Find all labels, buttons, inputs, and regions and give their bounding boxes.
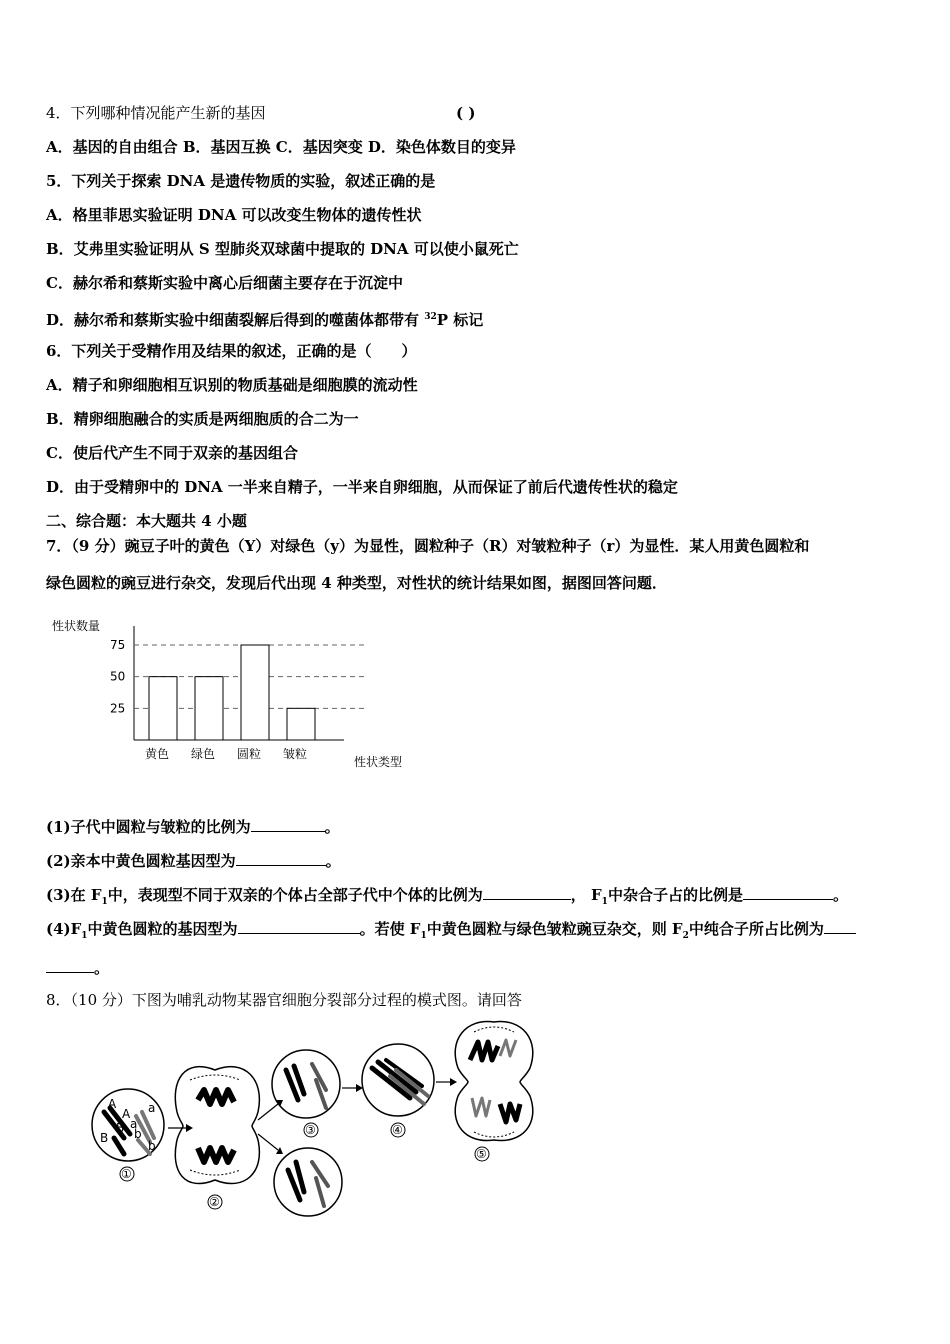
gene-label-B2: B [116,1121,125,1135]
q7-sub3-a: (3)在 F [46,886,102,904]
cell-5 [455,1022,533,1161]
q7-sub3-c: ， F [570,886,602,904]
figure-label-3: ③ [305,1123,316,1137]
q5-option-d [46,307,483,330]
figure-label-2: ② [209,1195,220,1209]
q7-sub4-d: 中黄色圆粒与绿色皱粒豌豆杂交，则 F [426,920,683,938]
q5-option-d-pre: D．赫尔希和蔡斯实验中细菌裂解后得到的噬菌体都带有 [46,311,425,329]
section-2-heading: 二、综合题：本大题共 4 小题 [46,512,247,530]
q7-sub4-blank1[interactable] [238,919,360,934]
chart-ytick-label: 25 [110,701,126,716]
q7-line2: 绿色圆粒的豌豆进行杂交，发现后代出现 4 种类型，对性状的统计结果如图，据图回答问题． [46,574,667,592]
q7-sub2 [46,851,341,871]
chart-bar [149,677,177,740]
chart-category-label: 绿色 [191,747,216,761]
chart-category-label: 黄色 [145,747,170,761]
chart-category-label: 圆粒 [237,747,262,761]
q7-sub4-subscript3: 2 [682,931,689,941]
q7-sub2-end: 。 [325,852,341,870]
q4-options: A．基因的自由组合 B．基因互换 C．基因突变 D．染色体数目的变异 [46,138,516,156]
q5-option-c: C．赫尔希和蔡斯实验中离心后细菌主要存在于沉淀中 [46,274,403,292]
q6-option-c: C．使后代产生不同于双亲的基因组合 [46,444,298,462]
q7-sub4-e: 中纯合子所占比例为 [688,920,824,938]
q7-sub2-text: (2)亲本中黄色圆粒基因型为 [46,852,236,870]
chart-ytick-label: 50 [110,669,126,684]
chart-ytick-label: 75 [110,638,126,652]
q5-option-d-post: P 标记 [436,311,484,329]
q8-stem: 8．（10 分）下图为哺乳动物某器官细胞分裂部分过程的模式图。请回答 [46,991,522,1009]
chart-xlabel: 性状类型 [354,755,403,769]
q5-option-d-sup: 32 [424,312,437,322]
q5-stem: 5．下列关于探索 DNA 是遗传物质的实验，叙述正确的是 [46,172,436,190]
q7-sub3-subscript2: 1 [601,897,608,907]
q7-sub3-blank2[interactable] [743,885,833,900]
chart-category-label: 皱粒 [283,747,308,761]
gene-label-b2: b [148,1139,156,1153]
q7-sub1-text: (1)子代中圆粒与皱粒的比例为 [46,818,251,836]
figure-label-1: ① [121,1167,132,1181]
cell-1 [92,1089,164,1181]
q6-option-b: B．精卵细胞融合的实质是两细胞质的合二为一 [46,410,359,428]
gene-label-B1: B [100,1131,109,1145]
q7-sub3-b: 中，表现型不同于双亲的个体占全部子代中个体的比例为 [107,886,483,904]
q7-sub3-d: 中杂合子占的比例是 [607,886,743,904]
q7-sub1-end: 。 [324,818,340,836]
q7-sub4-a: (4)F [46,920,82,938]
cell-2 [175,1067,259,1209]
q4-stem-text: 4．下列哪种情况能产生新的基因 [46,104,266,122]
q7-sub4 [46,919,856,946]
gene-label-A1: A [108,1097,117,1111]
q7-sub3-subscript: 1 [101,897,108,907]
q4-paren: ( ) [456,104,476,122]
gene-label-a1: a [148,1101,156,1115]
cell-4 [362,1044,434,1137]
trait-bar-chart [44,608,424,778]
cell-3-lower [274,1148,342,1216]
q7-sub4-cont [46,958,109,978]
q4-stem [46,103,476,123]
q7-sub4-subscript: 1 [81,931,88,941]
gene-label-A2: A [122,1107,131,1121]
cell-division-figure [90,1020,540,1220]
q7-sub3-end: 。 [832,886,848,904]
q7-sub4-end: 。 [94,959,110,977]
q7-sub1 [46,817,340,837]
q6-stem: 6．下列关于受精作用及结果的叙述，正确的是（ ） [46,342,417,360]
gene-label-a2: a [130,1117,138,1131]
q6-option-d: D．由于受精卵中的 DNA 一半来自精子，一半来自卵细胞，从而保证了前后代遗传性状的稳定 [46,478,678,496]
q7-sub3 [46,885,848,912]
chart-ylabel: 性状数量 [52,619,101,633]
q5-option-b: B．艾弗里实验证明从 S 型肺炎双球菌中提取的 DNA 可以使小鼠死亡 [46,240,519,258]
cell-3-upper [272,1050,340,1137]
q7-sub4-b: 中黄色圆粒的基因型为 [87,920,238,938]
chart-bar [287,708,315,740]
figure-label-5: ⑤ [476,1147,487,1161]
q7-line1: 7．（9 分）豌豆子叶的黄色（Y）对绿色（y）为显性，圆粒种子（R）对皱粒种子（r）为显性．某人用黄色圆粒和 [46,537,810,555]
figure-label-4: ④ [392,1123,403,1137]
q7-sub2-blank[interactable] [236,851,326,866]
q7-sub1-blank[interactable] [251,817,325,832]
gene-label-b1: b [134,1127,142,1141]
q6-option-a: A．精子和卵细胞相互识别的物质基础是细胞膜的流动性 [46,376,418,394]
q7-sub4-blank2b[interactable] [46,958,94,973]
q7-sub4-blank2a[interactable] [824,919,856,934]
q7-sub4-c: 。若使 F [359,920,421,938]
q7-sub3-blank1[interactable] [483,885,571,900]
chart-bar [241,645,269,740]
chart-bar [195,677,223,740]
q7-sub4-subscript2: 1 [420,931,427,941]
q5-option-a: A．格里菲思实验证明 DNA 可以改变生物体的遗传性状 [46,206,422,224]
